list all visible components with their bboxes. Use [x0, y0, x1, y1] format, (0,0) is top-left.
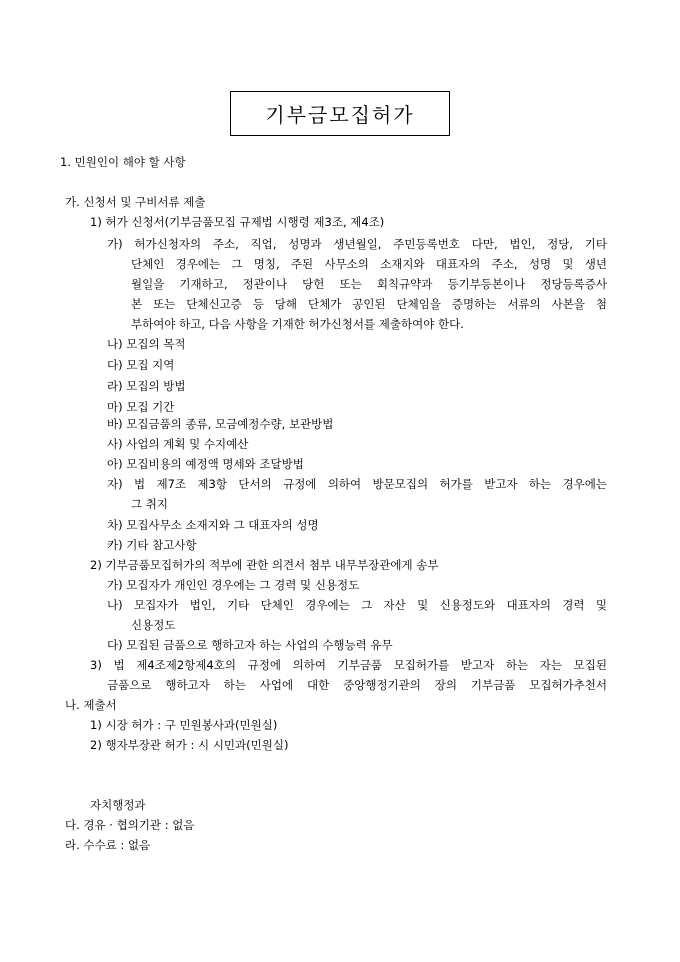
item-1-ja-line-2: 그 취지 — [131, 497, 168, 511]
item-1-ga-line-3: 월일을 기재하고, 정관이나 당헌 또는 회칙규약과 등기부등본이나 정당등록증사 — [131, 277, 607, 291]
na-item-1: 1) 시장 허가 : 구 민원봉사과(민원실) — [90, 718, 278, 732]
item-2-na-line-2: 신용정도 — [131, 618, 176, 632]
item-1-a: 아) 모집비용의 예정액 명세와 조달방법 — [107, 457, 304, 471]
document-title: 기부금모집허가 — [265, 103, 415, 127]
title-box — [230, 91, 450, 136]
item-1-na: 나) 모집의 목적 — [107, 337, 186, 351]
item-1-ra: 라) 모집의 방법 — [107, 379, 186, 393]
item-1: 1) 허가 신청서(기부금품모집 규제법 시행령 제3조, 제4조) — [90, 215, 385, 229]
item-3-line-2: 금품으로 행하고자 하는 사업에 대한 중앙행정기관의 장의 기부금품 모집허가추천서 — [107, 678, 607, 692]
item-1-sa: 사) 사업의 계획 및 수지예산 — [107, 437, 249, 451]
item-1-ja-line-1: 자) 법 제7조 제3항 단서의 규정에 의하여 방문모집의 허가를 받고자 하는 경우에는 — [107, 477, 607, 491]
item-1-da: 다) 모집 지역 — [107, 358, 175, 372]
item-2-na-line-1: 나) 모집자가 법인, 기타 단체인 경우에는 그 자산 및 신용정도와 대표자의 경력 및 — [107, 598, 607, 612]
item-2: 2) 기부금품모집허가의 적부에 관한 의견서 첨부 내무부장관에게 송부 — [90, 558, 439, 572]
item-1-ma: 마) 모집 기간 — [107, 400, 175, 414]
item-1-ga-line-2: 단체인 경우에는 그 명칭, 주된 사무소의 소재지와 대표자의 주소, 성명 및 생년 — [131, 257, 607, 271]
item-1-ka: 카) 기타 참고사항 — [107, 538, 197, 552]
item-1-cha: 차) 모집사무소 소재지와 그 대표자의 성명 — [107, 518, 319, 532]
item-1-ba: 바) 모집금품의 종류, 모금예정수량, 보관방법 — [107, 417, 334, 431]
item-1-ga-line-1: 가) 허가신청자의 주소, 직업, 성명과 생년월일, 주민등록번호 다만, 법인, 정당, 기타 — [107, 237, 607, 251]
item-2-da: 다) 모집된 금품으로 행하고자 하는 사업의 수행능력 유무 — [107, 638, 393, 652]
na-item-2: 2) 행자부장관 허가 : 시 시민과(민원실) — [90, 738, 289, 752]
section-ga-heading: 가. 신청서 및 구비서류 제출 — [65, 195, 206, 209]
department: 자치행정과 — [90, 798, 146, 812]
item-3-line-1: 3) 법 제4조제2항제4호의 규정에 의하여 기부금품 모집허가를 받고자 하는 자는 모집된 — [90, 658, 607, 672]
section-na-heading: 나. 제출서 — [65, 698, 117, 712]
section-ra-line: 라. 수수료 : 없음 — [65, 838, 151, 852]
item-1-ga-line-4: 본 또는 단체신고증 등 당해 단체가 공인된 단체임을 증명하는 서류의 사본을 첨 — [131, 297, 607, 311]
section-da-line: 다. 경유 · 협의기관 : 없음 — [65, 818, 195, 832]
section-1-heading: 1. 민원인이 해야 할 사항 — [60, 155, 186, 169]
item-2-ga: 가) 모집자가 개인인 경우에는 그 경력 및 신용정도 — [107, 578, 360, 592]
item-1-ga-line-5: 부하여야 하고, 다음 사항을 기재한 허가신청서를 제출하여야 한다. — [131, 317, 464, 331]
